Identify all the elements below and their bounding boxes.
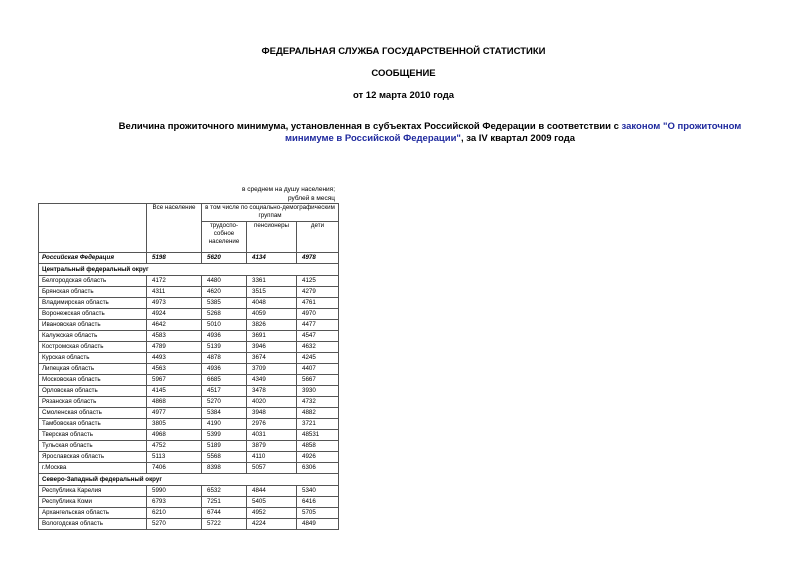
table-row (39, 419, 339, 430)
value-all: 5967 (147, 375, 202, 386)
subtitle-text-before: Величина прожиточного минимума, установленная в субъектах Российской Федерации в соответствии с (118, 121, 622, 132)
unit-note-line2: рублей в месяц (288, 195, 335, 202)
value-children: 5667 (297, 375, 339, 386)
value-working: 6744 (202, 508, 247, 519)
value-working: 6532 (202, 486, 247, 497)
value-pensioners: 3948 (247, 408, 297, 419)
region-name: Ивановская область (39, 320, 147, 331)
value-children: 4407 (297, 364, 339, 375)
value-working: 7251 (202, 497, 247, 508)
region-name: Костромская область (39, 342, 147, 353)
region-name: Брянская область (39, 287, 147, 298)
value-pensioners: 3478 (247, 386, 297, 397)
value-pensioners: 3691 (247, 331, 297, 342)
value-all: 4973 (147, 298, 202, 309)
table-row (39, 320, 339, 331)
region-name: Воронежская область (39, 309, 147, 320)
header-name-cell (39, 204, 147, 253)
value-children: 4547 (297, 331, 339, 342)
value-pensioners: 4349 (247, 375, 297, 386)
district-row (39, 264, 339, 276)
table-row (39, 463, 339, 474)
value-children: 3930 (297, 386, 339, 397)
value-working: 5722 (202, 519, 247, 530)
value-pensioners: 4059 (247, 309, 297, 320)
value-working: 5189 (202, 441, 247, 452)
region-name: Белгородская область (39, 276, 147, 287)
district-name: Северо-Западный федеральный округ (39, 474, 339, 486)
value-all: 3805 (147, 419, 202, 430)
header-pensioners: пенсионеры (247, 222, 297, 253)
table-row (39, 452, 339, 463)
value-working: 5620 (202, 253, 247, 264)
value-children: 48531 (297, 430, 339, 441)
table-row (39, 298, 339, 309)
table-row (39, 430, 339, 441)
value-all: 5113 (147, 452, 202, 463)
value-pensioners: 3709 (247, 364, 297, 375)
district-row (39, 474, 339, 486)
table-row (39, 397, 339, 408)
value-all: 4583 (147, 331, 202, 342)
value-children: 4761 (297, 298, 339, 309)
value-children: 3721 (297, 419, 339, 430)
value-all: 4868 (147, 397, 202, 408)
value-pensioners: 5405 (247, 497, 297, 508)
table-row (39, 508, 339, 519)
value-all: 4311 (147, 287, 202, 298)
table-row (39, 486, 339, 497)
region-name: Рязанская область (39, 397, 147, 408)
value-all: 7406 (147, 463, 202, 474)
table-body (39, 253, 339, 530)
table-row (39, 342, 339, 353)
value-working: 4620 (202, 287, 247, 298)
message-title: СООБЩЕНИЕ (371, 68, 436, 79)
value-children: 4978 (297, 253, 339, 264)
message-date: от 12 марта 2010 года (352, 90, 455, 101)
value-all: 4172 (147, 276, 202, 287)
region-name: Владимирская область (39, 298, 147, 309)
value-all: 6210 (147, 508, 202, 519)
agency-title: ФЕДЕРАЛЬНАЯ СЛУЖБА ГОСУДАРСТВЕННОЙ СТАТИСТИКИ (261, 46, 546, 57)
region-name: г.Москва (39, 463, 147, 474)
value-children: 6306 (297, 463, 339, 474)
value-working: 5010 (202, 320, 247, 331)
table-row (39, 441, 339, 452)
region-name: Курская область (39, 353, 147, 364)
value-children: 4125 (297, 276, 339, 287)
region-name: Калужская область (39, 331, 147, 342)
value-working: 4480 (202, 276, 247, 287)
value-pensioners: 4048 (247, 298, 297, 309)
region-name: Смоленская область (39, 408, 147, 419)
value-children: 4732 (297, 397, 339, 408)
value-all: 5990 (147, 486, 202, 497)
header-working-age: трудоспо-собное население (202, 222, 247, 253)
region-name: Тульская область (39, 441, 147, 452)
value-all: 4563 (147, 364, 202, 375)
region-name: Республика Коми (39, 497, 147, 508)
value-pensioners: 3674 (247, 353, 297, 364)
value-all: 4752 (147, 441, 202, 452)
value-working: 5384 (202, 408, 247, 419)
value-working: 4517 (202, 386, 247, 397)
value-pensioners: 3946 (247, 342, 297, 353)
value-working: 8398 (202, 463, 247, 474)
value-all: 5270 (147, 519, 202, 530)
header-children: дети (297, 222, 339, 253)
value-children: 4632 (297, 342, 339, 353)
table-row-total (39, 253, 339, 264)
table-row (39, 287, 339, 298)
value-children: 4477 (297, 320, 339, 331)
value-all: 4145 (147, 386, 202, 397)
value-pensioners: 3515 (247, 287, 297, 298)
value-all: 5198 (147, 253, 202, 264)
value-working: 4936 (202, 364, 247, 375)
region-name: Московская область (39, 375, 147, 386)
header-group-title: в том числе по социально-демографическим группам (202, 204, 339, 222)
table-row (39, 519, 339, 530)
value-pensioners: 4134 (247, 253, 297, 264)
table-row (39, 408, 339, 419)
value-all: 4789 (147, 342, 202, 353)
value-pensioners: 3361 (247, 276, 297, 287)
subtitle-text-after: , за IV квартал 2009 года (460, 133, 576, 144)
table-row (39, 375, 339, 386)
value-all: 4493 (147, 353, 202, 364)
table-row (39, 353, 339, 364)
value-children: 4926 (297, 452, 339, 463)
table-row (39, 497, 339, 508)
table-row (39, 386, 339, 397)
value-children: 6416 (297, 497, 339, 508)
value-all: 4977 (147, 408, 202, 419)
value-children: 5340 (297, 486, 339, 497)
table-row (39, 331, 339, 342)
value-working: 5385 (202, 298, 247, 309)
law-link[interactable]: законом "О прожиточном минимуме в Российской Федерации" (284, 121, 742, 144)
table-row (39, 276, 339, 287)
value-pensioners: 4020 (247, 397, 297, 408)
table-row (39, 309, 339, 320)
value-working: 4878 (202, 353, 247, 364)
subsistence-table (38, 203, 339, 530)
value-working: 5268 (202, 309, 247, 320)
value-working: 5568 (202, 452, 247, 463)
value-working: 4936 (202, 331, 247, 342)
table-row (39, 364, 339, 375)
value-working: 6685 (202, 375, 247, 386)
value-children: 4849 (297, 519, 339, 530)
value-pensioners: 4844 (247, 486, 297, 497)
value-pensioners: 2976 (247, 419, 297, 430)
value-pensioners: 4952 (247, 508, 297, 519)
region-name: Орловская область (39, 386, 147, 397)
value-children: 4882 (297, 408, 339, 419)
region-name: Тверская область (39, 430, 147, 441)
value-children: 4858 (297, 441, 339, 452)
unit-note-line1: в среднем на душу населения; (242, 186, 335, 193)
region-name: Ярославская область (39, 452, 147, 463)
region-name: Тамбовская область (39, 419, 147, 430)
value-pensioners: 3826 (247, 320, 297, 331)
document-subtitle (110, 121, 750, 145)
region-name: Архангельская область (39, 508, 147, 519)
value-pensioners: 4031 (247, 430, 297, 441)
value-children: 4970 (297, 309, 339, 320)
value-pensioners: 4224 (247, 519, 297, 530)
value-all: 4924 (147, 309, 202, 320)
region-name: Липецкая область (39, 364, 147, 375)
value-all: 6793 (147, 497, 202, 508)
value-children: 5705 (297, 508, 339, 519)
value-pensioners: 3879 (247, 441, 297, 452)
value-working: 5139 (202, 342, 247, 353)
header-all-population: Все население (147, 204, 202, 253)
value-children: 4245 (297, 353, 339, 364)
value-working: 4190 (202, 419, 247, 430)
region-name: Республика Карелия (39, 486, 147, 497)
value-all: 4642 (147, 320, 202, 331)
value-pensioners: 5057 (247, 463, 297, 474)
value-working: 5270 (202, 397, 247, 408)
value-pensioners: 4110 (247, 452, 297, 463)
value-all: 4968 (147, 430, 202, 441)
region-name: Вологодская область (39, 519, 147, 530)
value-children: 4279 (297, 287, 339, 298)
value-working: 5399 (202, 430, 247, 441)
region-name: Российская Федерация (39, 253, 147, 264)
district-name: Центральный федеральный округ (39, 264, 339, 276)
